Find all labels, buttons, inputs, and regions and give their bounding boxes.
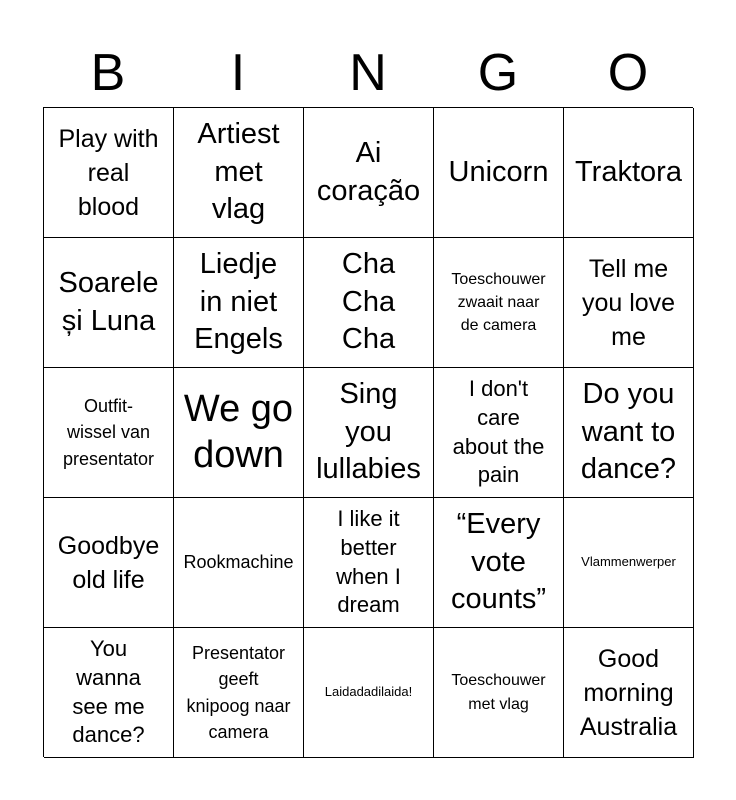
cell-text: We go down [183, 387, 294, 476]
bingo-cell[interactable] [44, 498, 174, 628]
cell-text: Presentator geeft knipoog naar camera [186, 643, 291, 742]
cell-text: Sing you lullabies [316, 377, 421, 486]
bingo-header [43, 38, 693, 108]
cell-text: Tell me you love me [581, 254, 676, 351]
cell-text: Unicorn [448, 155, 549, 188]
bingo-card [43, 107, 693, 757]
header-letter-n: N [349, 44, 387, 102]
cell-text: Goodbye old life [57, 531, 160, 594]
header-letter-o: O [607, 44, 649, 102]
cell-text: Liedje in niet Engels [194, 247, 283, 356]
cell-text: Toeschouwer zwaait naar de camera [451, 270, 546, 335]
cell-text: Do you want to dance? [580, 377, 677, 486]
bingo-cell[interactable] [174, 368, 304, 498]
bingo-cell[interactable] [174, 498, 304, 628]
bingo-cell[interactable] [564, 368, 694, 498]
bingo-cell[interactable] [434, 628, 564, 758]
cell-text: Rookmachine [183, 552, 294, 573]
bingo-cell[interactable] [44, 238, 174, 368]
cell-text: Cha Cha Cha [341, 247, 396, 356]
header-letter-b: B [90, 44, 126, 102]
bingo-cell[interactable] [174, 108, 304, 238]
bingo-cell[interactable] [564, 628, 694, 758]
cell-text: I like it better when I dream [336, 506, 401, 618]
bingo-cell[interactable] [304, 628, 434, 758]
cell-text: Toeschouwer met vlag [451, 672, 546, 713]
cell-text: Good morning Australia [579, 644, 678, 741]
header-letter-i: I [230, 44, 246, 102]
bingo-cell[interactable] [564, 108, 694, 238]
bingo-cell[interactable] [304, 108, 434, 238]
bingo-cell[interactable] [304, 368, 434, 498]
bingo-cell[interactable] [44, 628, 174, 758]
bingo-cell[interactable] [304, 498, 434, 628]
header-letter-g: G [477, 44, 519, 102]
cell-text: Vlammenwerper [581, 554, 676, 570]
cell-text: Outfit- wissel van presentator [62, 396, 155, 469]
bingo-cell[interactable] [304, 238, 434, 368]
bingo-cell[interactable] [434, 238, 564, 368]
cell-text: Play with real blood [58, 124, 159, 221]
bingo-cell[interactable] [434, 498, 564, 628]
cell-text: Traktora [575, 155, 682, 188]
bingo-cell[interactable] [44, 108, 174, 238]
cell-text: I don't care about the pain [452, 376, 545, 488]
cell-text: You wanna see me dance? [72, 636, 145, 748]
bingo-cell[interactable] [434, 368, 564, 498]
bingo-cell[interactable] [564, 498, 694, 628]
bingo-cell[interactable] [44, 368, 174, 498]
bingo-cell[interactable] [434, 108, 564, 238]
cell-text: Artiest met vlag [197, 117, 280, 226]
bingo-cell[interactable] [564, 238, 694, 368]
cell-text: “Every vote counts” [450, 507, 547, 616]
bingo-cell[interactable] [174, 628, 304, 758]
bingo-cell[interactable] [174, 238, 304, 368]
cell-text: Laidadadilaida! [324, 684, 413, 700]
cell-text: Soarele și Luna [58, 266, 159, 337]
cell-text: Ai coração [316, 136, 421, 207]
